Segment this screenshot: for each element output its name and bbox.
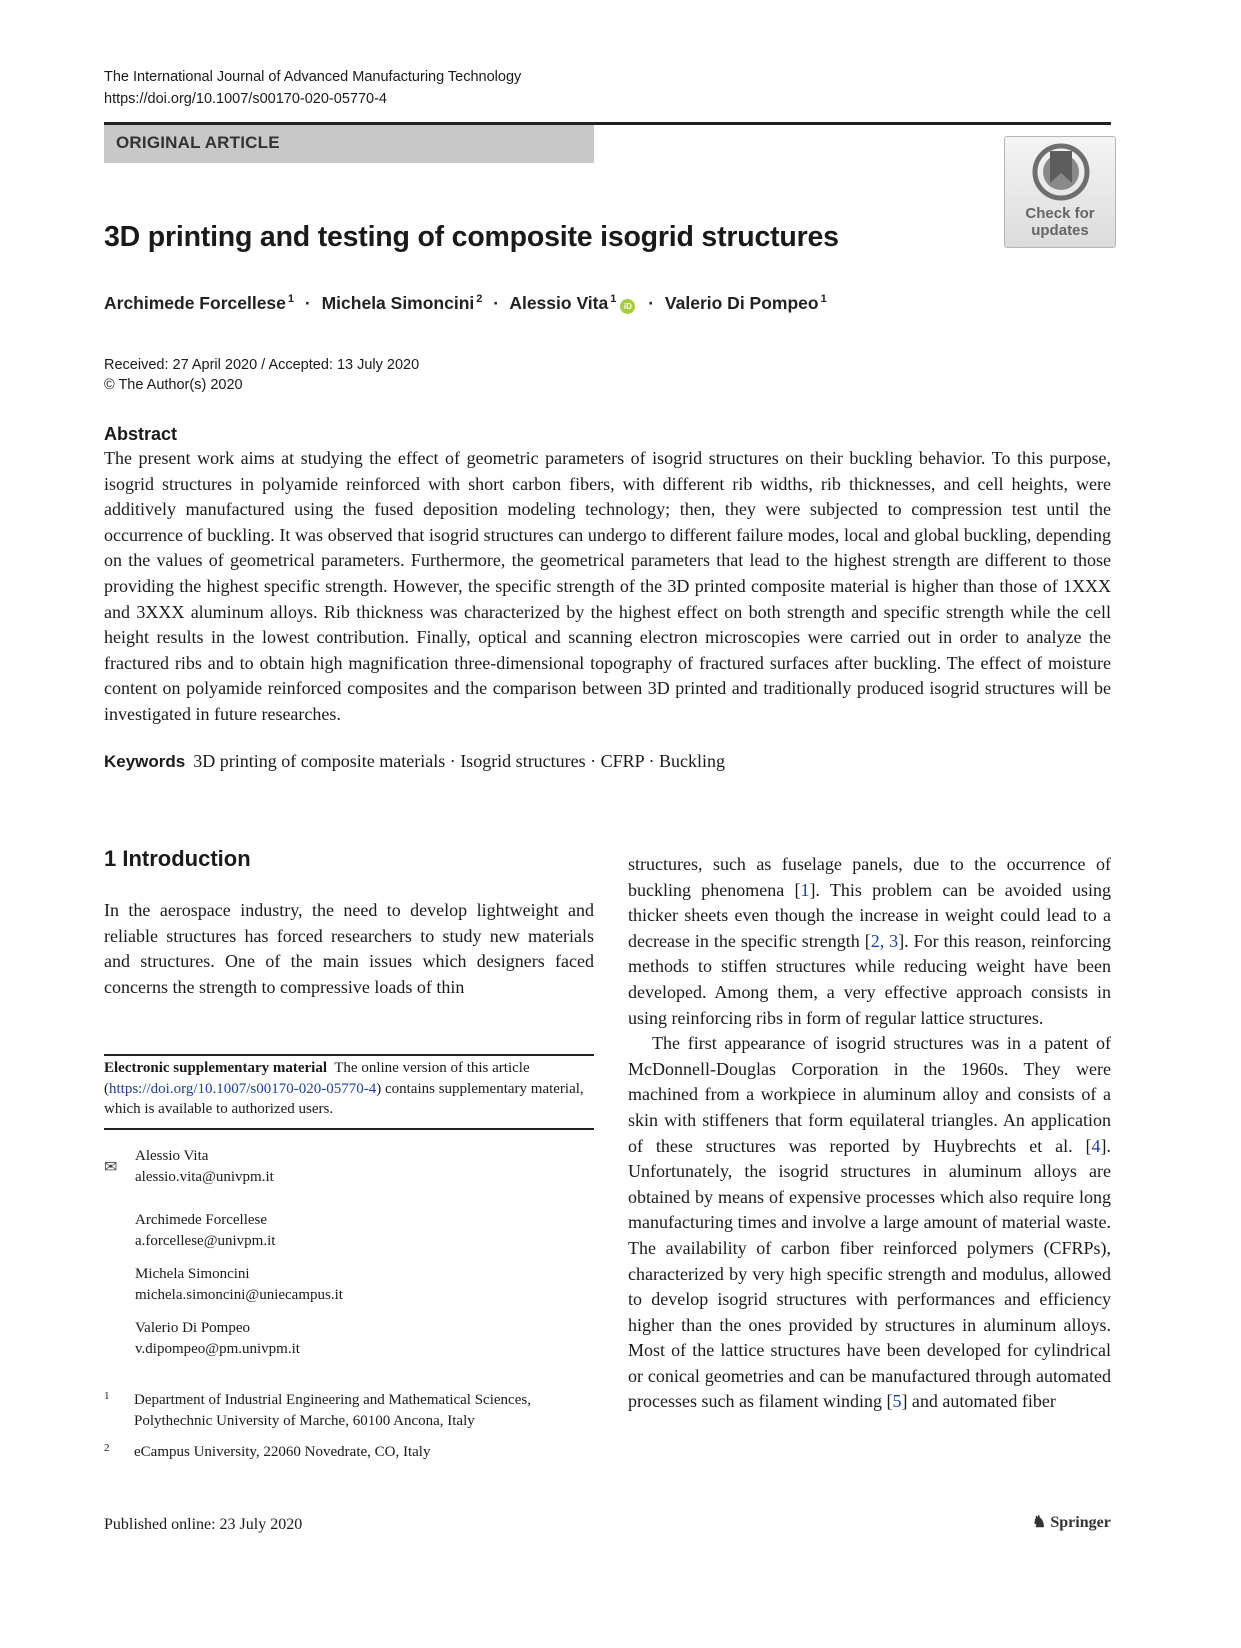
- contact-name: Archimede Forcellese: [135, 1212, 268, 1228]
- check-for-updates-badge[interactable]: [1004, 136, 1116, 248]
- bookmark-icon: [1032, 143, 1090, 201]
- reference-link[interactable]: 5: [892, 1391, 902, 1412]
- copyright: © The Author(s) 2020: [104, 377, 243, 393]
- author-list: [104, 293, 827, 314]
- affiliation: [104, 1390, 594, 1431]
- reference-link[interactable]: 1: [800, 879, 810, 900]
- article-title: 3D printing and testing of composite isogrid structures: [104, 221, 839, 253]
- esm-rule-bottom: [104, 1128, 594, 1130]
- received-accepted: Received: 27 April 2020 / Accepted: 13 July 2020: [104, 357, 420, 373]
- orcid-icon[interactable]: iD: [620, 299, 635, 314]
- envelope-icon: ✉: [104, 1159, 118, 1176]
- affiliation: [104, 1442, 594, 1463]
- affiliation-text: Department of Industrial Engineering and Mathematical Sciences, Polythechnic University of Marche, 60100 Ancona, Italy: [134, 1392, 531, 1429]
- keywords: [104, 751, 725, 772]
- contact-entry: [135, 1318, 595, 1359]
- published-date: Published online: 23 July 2020: [104, 1516, 303, 1533]
- contact-email[interactable]: v.dipompeo@pm.univpm.it: [135, 1340, 300, 1357]
- reference-link[interactable]: 2, 3: [870, 930, 899, 951]
- author-name[interactable]: Valerio Di Pompeo: [664, 293, 819, 313]
- author-separator: ·: [648, 293, 655, 313]
- author-separator: ·: [304, 293, 311, 313]
- abstract-heading: Abstract: [104, 424, 178, 444]
- author-affiliation: 2: [476, 293, 483, 305]
- article-dates: [104, 355, 419, 395]
- contact-email[interactable]: alessio.vita@univpm.it: [135, 1168, 274, 1185]
- affiliation-number: 2: [104, 1442, 110, 1454]
- esm-rule-top: [104, 1054, 594, 1056]
- contact-name: Alessio Vita: [135, 1148, 209, 1164]
- springer-horse-icon: ♞: [1032, 1514, 1047, 1531]
- author-affiliation: 1: [610, 293, 617, 305]
- article-type-label: ORIGINAL ARTICLE: [116, 133, 280, 152]
- keywords-label: Keywords: [104, 752, 186, 771]
- contact-entry: [135, 1210, 595, 1251]
- keywords-text: 3D printing of composite materials · Isogrid structures · CFRP · Buckling: [193, 751, 726, 771]
- publisher-name: Springer: [1050, 1514, 1111, 1531]
- journal-name: The International Journal of Advanced Manufacturing Technology: [104, 69, 522, 85]
- article-type-bar: [104, 125, 594, 163]
- esm-label: Electronic supplementary material: [104, 1060, 328, 1076]
- contact-email[interactable]: a.forcellese@univpm.it: [135, 1232, 276, 1249]
- abstract-text: The present work aims at studying the effect of geometric parameters of isogrid structures on their buckling behavior. To this purpose, isogrid structures in polyamide reinforced with short carbon fibers, with different rib widths, rib thicknesses, and cell heights, were additively manufactured using the fused deposition modeling technology; then, they were subjected to compression test until the occurrence of buckling. It was observed that isogrid structures can undergo to different failure modes, local and global buckling, depending on the values of geometrical parameters. Furthermore, the geometrical parameters that lead to the highest strength are different to those providing the highest specific strength. However, the specific strength of the 3D printed composite material is higher than those of 1XXX and 3XXX aluminum alloys. Rib thickness was characterized by the highest effect on both strength and specific strength while the cell height results in the lowest contribution. Finally, optical and scanning electron microscopies were carried out in order to analyze the fractured ribs and to obtain high magnification three-dimensional topography of fractured surfaces after buckling. The effect of moisture content on polyamide reinforced composites and the comparison between 3D printed and traditionally produced isogrid structures will be investigated in future researches.: [104, 448, 1111, 724]
- author-affiliation: 1: [820, 293, 827, 305]
- author-separator: ·: [493, 293, 500, 313]
- esm-link[interactable]: https://doi.org/10.1007/s00170-020-05770-4: [109, 1080, 377, 1097]
- reference-link[interactable]: 4: [1091, 1135, 1101, 1156]
- intro-paragraph: The first appearance of isogrid structures was in a patent of McDonnell-Douglas Corporation in the 1960s. They were machined from a workpiece in aluminum alloy and consists of a skin with stiffeners that form equilateral triangles. An application of these structures was reported by Huybrechts et al. [4]. Unfortunately, the isogrid structures in aluminum alloys are obtained by means of expensive processes which also require long manufacturing times and involve a large amount of material waste. The availability of carbon fiber reinforced polymers (CFRPs), characterized by very high specific strength and modulus, allowed to develop isogrid structures with performances and efficiency higher than the ones provided by structures in aluminum alloys. Most of the lattice structures have been developed for cylindrical or conical geometries and can be manufactured through automated processes such as filament winding [5] and automated fiber: [628, 1033, 1111, 1412]
- affiliation-number: 1: [104, 1390, 110, 1402]
- author-name[interactable]: Michela Simoncini: [321, 293, 475, 313]
- intro-right-column: [628, 852, 1111, 1415]
- author-affiliation: 1: [287, 293, 295, 305]
- journal-header: [104, 66, 521, 110]
- doi-link[interactable]: https://doi.org/10.1007/s00170-020-05770-4: [104, 91, 387, 107]
- publisher-logo: [1032, 1512, 1111, 1532]
- contact-name: Valerio Di Pompeo: [135, 1320, 250, 1336]
- supplementary-material-note: Electronic supplementary material The online version of this article (https://doi.org/10.1007/s00170-020-05770-4) contains supplementary material, which is available to authorized users.: [104, 1060, 584, 1117]
- author-name[interactable]: Alessio Vita: [509, 293, 609, 313]
- contact-entry: [135, 1146, 595, 1187]
- contact-entry: [135, 1264, 595, 1305]
- affiliation-text: eCampus University, 22060 Novedrate, CO, Italy: [134, 1444, 431, 1460]
- contact-name: Michela Simoncini: [135, 1266, 250, 1282]
- intro-paragraph-left: In the aerospace industry, the need to develop lightweight and reliable structures has forced researchers to study new materials and structures. One of the main issues which designers faced concerns the strength to compressive loads of thin: [104, 900, 594, 997]
- contact-email[interactable]: michela.simoncini@uniecampus.it: [135, 1286, 343, 1303]
- check-updates-text: Check for updates: [1025, 205, 1095, 239]
- author-name[interactable]: Archimede Forcellese: [104, 293, 286, 313]
- section-heading: 1 Introduction: [104, 846, 251, 871]
- intro-paragraph: structures, such as fuselage panels, due to the occurrence of buckling phenomena [1]. This problem can be avoided using thicker sheets even though the increase in weight could lead to a decrease in the specific strength [2, 3]. For this reason, reinforcing methods to stiffen structures while reducing weight have been developed. Among them, a very effective approach consists in using reinforcing ribs in form of regular lattice structures.: [628, 854, 1111, 1028]
